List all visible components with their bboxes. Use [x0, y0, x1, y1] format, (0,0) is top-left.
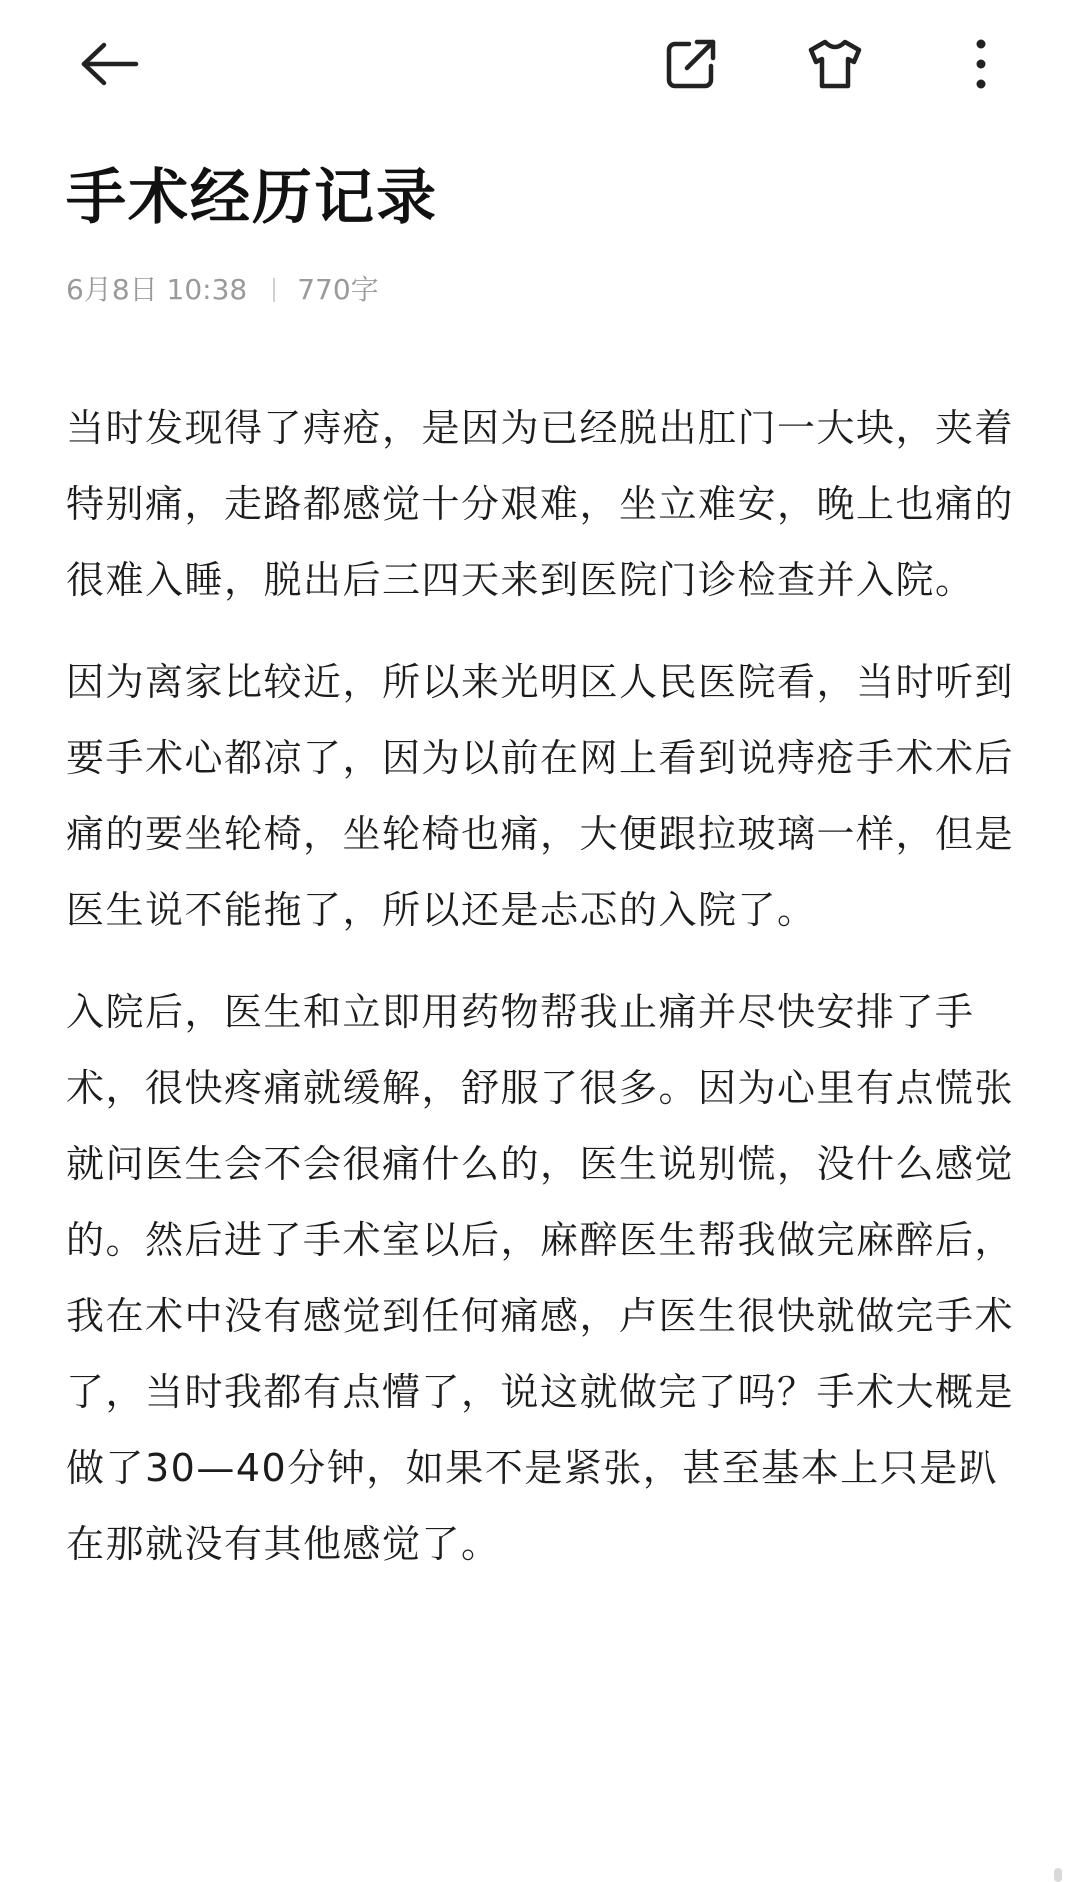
back-button[interactable]: [74, 28, 146, 100]
note-title[interactable]: 手术经历记录: [66, 163, 438, 233]
paragraph[interactable]: 入院后，医生和立即用药物帮我止痛并尽快安排了手术，很快疼痛就缓解，舒服了很多。因为心里有点慌张就问医生会不会很痛什么的，医生说别慌，没什么感觉的。然后进了手术室以后，麻醉医生帮我做完麻醉后，我在术中没有感觉到任何痛感，卢医生很快就做完手术了，当时我都有点懵了，说这就做完了吗？手术大概是做了30—40分钟，如果不是紧张，甚至基本上只是趴在那就没有其他感觉了。: [66, 990, 1015, 1566]
share-icon: [663, 36, 719, 92]
paragraph[interactable]: 当时发现得了痔疮，是因为已经脱出肛门一大块，夹着特别痛，走路都感觉十分艰难，坐立难安，晚上也痛的很难入睡，脱出后三四天来到医院门诊检查并入院。: [66, 406, 1015, 602]
note-date: 6月8日 10:38: [66, 273, 248, 306]
more-button[interactable]: [945, 28, 1017, 100]
meta-divider: [273, 278, 275, 302]
paragraph[interactable]: 因为离家比较近，所以来光明区人民医院看，当时听到要手术心都凉了，因为以前在网上看到说痔疮手术术后痛的要坐轮椅，坐轮椅也痛，大便跟拉玻璃一样，但是医生说不能拖了，所以还是忐忑的入院了。: [66, 660, 1015, 932]
top-toolbar: [0, 0, 1080, 130]
share-button[interactable]: [655, 28, 727, 100]
scrollbar[interactable]: [1054, 1868, 1062, 1882]
more-vertical-icon: [971, 36, 991, 92]
arrow-left-icon: [78, 40, 142, 88]
theme-button[interactable]: [799, 28, 871, 100]
tshirt-icon: [805, 36, 865, 92]
note-body[interactable]: [66, 390, 1014, 1608]
word-count: 770字: [297, 273, 379, 306]
note-meta: [66, 270, 379, 310]
